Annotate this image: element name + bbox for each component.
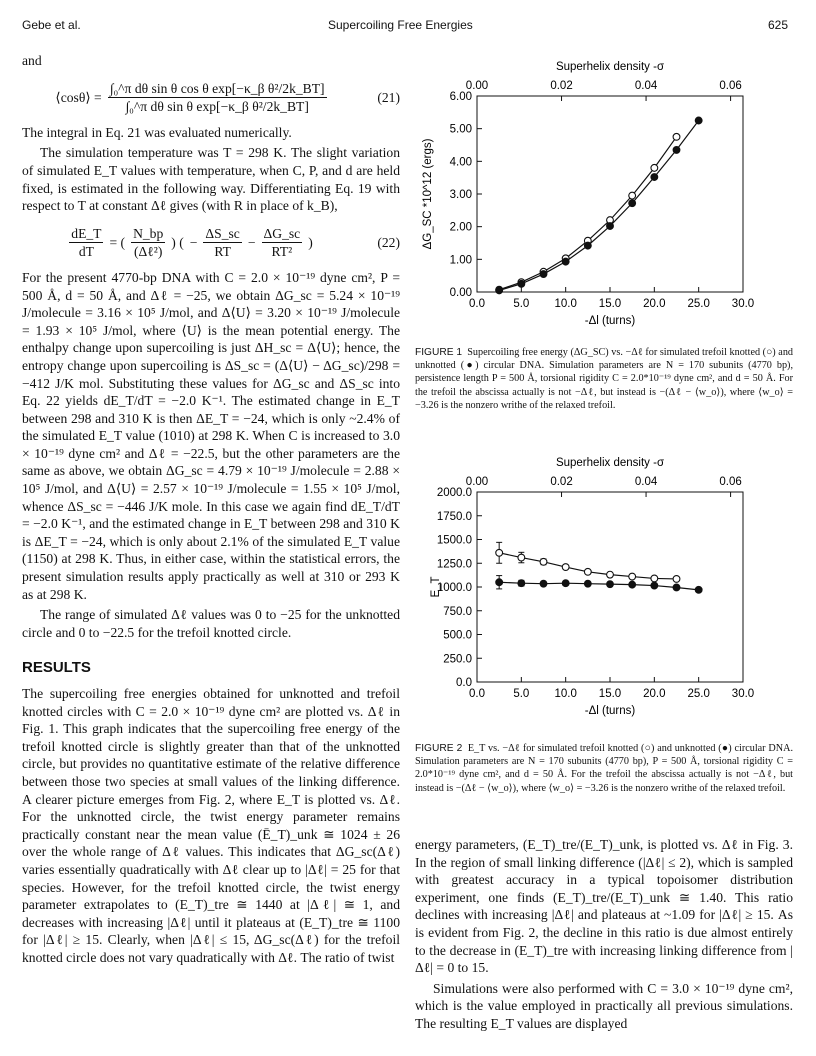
data-point-filled (673, 584, 680, 591)
eq22-a-den: (Δℓ²) (133, 244, 163, 260)
figure-2-label: FIGURE 2 (415, 743, 463, 754)
left-column (22, 52, 400, 970)
data-point-open (651, 164, 658, 171)
eq22-d-den: RT² (271, 244, 293, 260)
data-point-open (562, 564, 569, 571)
y-tick-label: 0.0 (456, 677, 472, 689)
data-point-filled (629, 200, 636, 207)
data-point-filled (540, 271, 547, 278)
y-tick-label: 250.0 (443, 653, 472, 666)
y-tick-label: 0.00 (449, 287, 472, 299)
paragraph: energy parameters, (E_T)_tre/(E_T)_unk, is plotted vs. Δℓ in Fig. 3. In the region of small linking difference (|Δℓ| ≤ 2), which is sampled with greatest accuracy in a typical topoisomer distribution experiment, one finds (E_T)_tre/(E_T)_unk ≅ 1.40. This ratio declines with increasing |Δℓ| and plateaus at ~1.09 for |Δℓ| ≥ 15. As is evident from Fig. 2, the decline in this ratio is due almost entirely to the decrease in (E_T)_tre with increasing linking difference from |Δℓ| = 0 to 15. (415, 837, 793, 976)
eq22-term-a (131, 225, 165, 261)
eq21-lhs: ⟨cosθ⟩ = (55, 89, 102, 105)
x-axis-label: -Δl (turns) (584, 315, 636, 327)
data-point-open (629, 573, 636, 580)
figure-2-caption (415, 742, 793, 795)
eq21-fraction (108, 80, 327, 116)
data-point-open (673, 133, 680, 140)
top-tick-label: 0.06 (719, 80, 742, 92)
data-point-open (673, 576, 680, 583)
plot-frame (477, 96, 743, 292)
data-point-filled (651, 582, 658, 589)
x-tick-label: 0.0 (469, 298, 485, 310)
data-point-filled (496, 579, 503, 586)
top-axis-label: Superhelix density -σ (555, 457, 665, 469)
x-tick-label: 15.0 (598, 298, 622, 310)
data-point-open (496, 549, 503, 556)
data-point-filled (540, 580, 547, 587)
eq22-c-num: ΔS_sc (203, 225, 241, 244)
data-point-open (540, 558, 547, 565)
eq22-term-d (262, 225, 303, 261)
x-tick-label: 10.0 (554, 688, 577, 700)
top-tick-label: 0.04 (634, 80, 658, 92)
x-axis-label: -Δl (turns) (584, 705, 636, 717)
y-tick-label: 1250.0 (436, 558, 472, 571)
data-point-open (518, 554, 525, 561)
top-axis-label: Superhelix density -σ (555, 61, 665, 73)
data-point-filled (518, 280, 525, 287)
y-tick-label: 500.0 (443, 629, 472, 642)
x-tick-label: 25.0 (687, 298, 710, 310)
data-point-open (607, 571, 614, 578)
y-tick-label: 2.00 (449, 221, 472, 234)
data-point-filled (673, 147, 680, 154)
eq22-term-c (203, 225, 241, 261)
paragraph: The supercoiling free energies obtained for unknotted and trefoil knotted circles with C = 2.0 × 10⁻¹⁹ dyne cm² are plotted vs. Δℓ in Fig. 1. This graph indicates that the supercoiling free energy of the trefoil knotted circle is slightly greater than that of the unknotted circle, but provides no quantitative estimate of the relative difference between those two species at small values of the linking difference. A clearer picture emerges from Fig. 2, where E_T is plotted vs. Δℓ. For the unknotted circle, the twist energy parameter remains practically constant near the mean value (Ē_T)_unk ≅ 1024 ± 26 over the whole range of Δℓ values. This indicates that ΔG_sc(Δℓ) varies essentially quadratically with Δℓ clear up to |Δℓ| = 25 for that species. However, for the trefoil knotted circle, the twist energy parameter extrapolates to (E_T)_tre ≅ 1440 at |Δℓ| ≅ 1, and decreases with increasing |Δℓ| until it plateaus at (E_T)_tre ≅ 1100 for |Δℓ| ≥ 15. Clearly, when |Δℓ| ≤ 15, ΔG_sc(Δℓ) for the trefoil knotted circle does not vary quadratically with Δℓ. The ratio of twist (22, 686, 400, 965)
figure-2-caption-text: E_T vs. −Δℓ for simulated trefoil knotted (○) and unknotted (●) circular DNA. Simulation parameters are N = 170 subunits (4770 bp), P = 500 Å, torsional rigidity C = 2.0*10⁻¹⁹ dyne cm², and d = 50 Å. For the trefoil the abscissa actually is not −Δℓ, but instead is −(Δℓ − ⟨w_o⟩), where ⟨w_o⟩ = −3.26 is the nonzero writhe of the relaxed trefoil. (415, 743, 793, 794)
eq22-lhs-den: dT (78, 244, 94, 260)
y-tick-label: 3.00 (449, 189, 472, 201)
y-axis-label: ΔG_SC *10^12 (ergs) (422, 138, 434, 250)
equation-21 (22, 80, 400, 116)
data-point-filled (607, 223, 614, 230)
paragraph: For the present 4770-bp DNA with C = 2.0 × 10⁻¹⁹ dyne cm², P = 500 Å, d = 50 Å, and Δℓ = −25, we obtain ΔG_sc = 5.24 × 10⁻¹⁹ J/molecule = 3.16 × 10⁵ J/mol, and Δ⟨U⟩ = 3.20 × 10⁻¹⁹ J/molecule = 1.93 × 10⁵ J/mol, where ⟨U⟩ is the mean potential energy. The enthalpy change upon supercoiling is just ΔH_sc = Δ⟨U⟩; hence, the entropy change upon supercoiling is ΔS_sc = (Δ⟨U⟩ − ΔG_sc)/298 = −412 J/K mol. Substituting these values for ΔG_sc and ΔS_sc into Eq. 22 yields dE_T/dT = −2.0 K⁻¹. The estimated change in E_T between 298 and 310 K is then ΔE_T = −24, which is only ~2.4% of the simulated E_T value (1010) at 298 K. When C is increased to 3.0 × 10⁻¹⁹ dyne cm² and Δℓ = −22.5, but the other parameters are the same as above, we obtain ΔG_sc = 4.79 × 10⁻¹⁹ J/molecule = 2.88 × 10⁵ J/mol, and Δ⟨U⟩ = 2.57 × 10⁻¹⁹ J/molecule = 1.55 × 10⁵ J/mol, whence ΔS_sc = −446 J/K mole. In this case we again find dE_T/dT = −2.0 K⁻¹, and the estimated change in E_T between 298 and 310 K is ΔE_T = −24, which is only about 2.1% of the simulated E_T value (1150) at 298 K. Thus, in either case, within the statistical errors, the present simulation results apply practically as well at 310 or 293 K as at 298 K. (22, 269, 400, 602)
paragraph: The simulation temperature was T = 298 K. The slight variation of simulated E_T values with temperature, when C, P, and d are held fixed, is estimated in the following way. Differentiating Eq. 19 with respect to T at constant Δℓ gives (with R in place of k_B), (22, 145, 400, 214)
data-point-open (651, 575, 658, 582)
data-point-filled (629, 581, 636, 588)
running-head-authors: Gebe et al. (22, 18, 81, 32)
data-point-open (629, 192, 636, 199)
x-tick-label: 5.0 (513, 688, 530, 700)
right-column (415, 836, 793, 1036)
y-tick-label: 1500.0 (436, 534, 472, 547)
x-tick-label: 30.0 (731, 298, 755, 310)
paragraph: Simulations were also performed with C = 3.0 × 10⁻¹⁹ dyne cm², which is the value employed in practically all previous simulations. The resulting E_T values are displayed (415, 980, 793, 1031)
top-tick-label: 0.06 (719, 476, 742, 488)
y-tick-label: 1750.0 (436, 510, 472, 523)
x-tick-label: 20.0 (643, 298, 666, 310)
data-point-filled (562, 580, 569, 587)
eq21-number: (21) (377, 89, 400, 105)
top-tick-label: 0.04 (634, 476, 658, 488)
eq22-d-num: ΔG_sc (262, 225, 303, 244)
data-point-filled (584, 580, 591, 587)
y-tick-label: 5.00 (449, 123, 472, 136)
figure-1-caption (415, 346, 793, 412)
data-point-filled (518, 580, 525, 587)
top-tick-label: 0.00 (465, 476, 489, 488)
paragraph: The integral in Eq. 21 was evaluated numerically. (22, 124, 292, 140)
eq22-number: (22) (377, 235, 400, 251)
x-tick-label: 25.0 (687, 688, 710, 700)
eq22-lhs-num: dE_T (69, 225, 103, 244)
x-tick-label: 10.0 (554, 298, 577, 310)
figure-1-caption-text: Supercoiling free energy (ΔG_SC) vs. −Δℓ for simulated trefoil knotted (○) and unknotted (●) circular DNA. Simulation parameters are N = 170 subunits (4770 bp), persistence length P = 500 Å, torsional rigidity C = 2.0*10⁻¹⁹ dyne cm², and d = 50 Å. For the trefoil the abscissa actually is not −Δℓ, but instead is −(Δℓ − ⟨w_o⟩), where ⟨w_o⟩ = −3.26 is the nonzero writhe of the relaxed trefoil. (415, 347, 794, 411)
y-axis-label: E_T (430, 576, 442, 598)
eq21-numerator: ∫₀^π dθ sin θ cos θ exp[−κ_β θ²/2k_BT] (108, 80, 327, 99)
data-point-filled (562, 258, 569, 265)
top-tick-label: 0.02 (550, 80, 573, 92)
top-tick-label: 0.00 (465, 80, 489, 92)
and-word: and (22, 53, 42, 68)
data-point-filled (584, 242, 591, 249)
x-tick-label: 30.0 (731, 688, 755, 700)
y-tick-label: 1000.0 (436, 582, 472, 594)
x-tick-label: 15.0 (598, 688, 622, 700)
x-tick-label: 20.0 (643, 688, 666, 700)
page-number: 625 (768, 18, 789, 32)
section-heading-results: RESULTS (22, 659, 91, 677)
y-tick-label: 1.00 (449, 254, 472, 267)
y-tick-label: 4.00 (449, 156, 472, 169)
eq22-lhs (69, 225, 103, 261)
figure-1-label: FIGURE 1 (415, 347, 463, 358)
data-point-filled (695, 586, 702, 593)
data-point-filled (695, 117, 702, 124)
eq22-minus: − (189, 235, 198, 251)
x-tick-label: 5.0 (513, 298, 530, 310)
figure-1-chart (415, 48, 795, 338)
series-line (499, 582, 698, 590)
top-tick-label: 0.02 (550, 476, 573, 488)
eq22-c-den: RT (214, 244, 231, 260)
eq22-a-num: N_bp (131, 225, 165, 244)
figure-2-chart (415, 457, 795, 725)
series-line (499, 121, 698, 291)
y-tick-label: 750.0 (443, 605, 472, 618)
data-point-filled (607, 581, 614, 588)
paragraph: The range of simulated Δℓ values was 0 to −25 for the unknotted circle and 0 to −22.5 for the trefoil knotted circle. (22, 607, 400, 640)
data-point-open (584, 568, 591, 575)
eq21-denominator: ∫₀^π dθ sin θ exp[−κ_β θ²/2k_BT] (125, 99, 309, 115)
running-head-title: Supercoiling Free Energies (328, 18, 473, 32)
data-point-filled (651, 174, 658, 181)
x-tick-label: 0.0 (469, 688, 485, 700)
equation-22: $\frac{dE\_T}{dT}$ = ( $\frac{N\_bp}{\text{(Δℓ²)}}$ ) ( − $\frac{\Delta S\_sc}{RT}$ − $\frac{\Delta G\_sc}{\text{RT²}}$ ) (22) (71, 225, 400, 260)
data-point-filled (496, 287, 503, 294)
y-tick-label: 6.00 (449, 91, 472, 103)
series-line (499, 137, 676, 290)
y-tick-label: 2000.0 (436, 487, 472, 499)
